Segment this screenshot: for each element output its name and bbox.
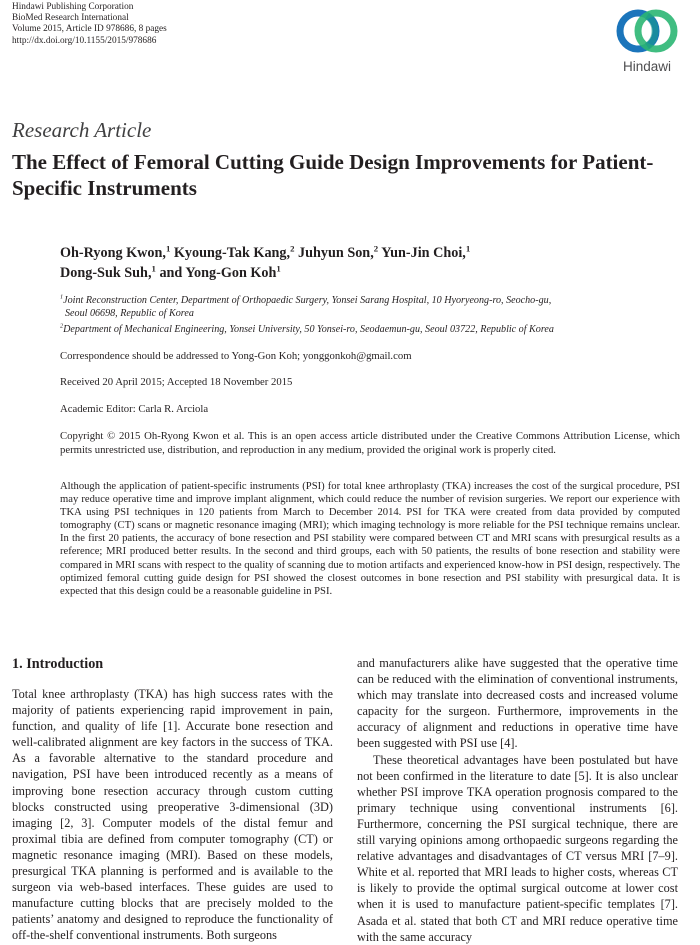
publication-info: [12, 2, 312, 47]
volume-info: Volume 2015, Article ID 978686, 8 pages: [12, 24, 167, 35]
received-dates: Received 20 April 2015; Accepted 18 November 2015: [60, 376, 293, 388]
left-column: [12, 686, 333, 944]
author: and Yong-Gon Koh$^1$: [159, 262, 281, 281]
paragraph: Total knee arthroplasty (TKA) has high success rates with the majority of patients experiencing rapid improvement in pain, function, and quality of life [1]. Accurate bone resection and well-calibrated alignment are key factors in the success of TKA. As a favorable alternative to the standard procedure and navigation, PSI have been introduced recently as a means of improving bone resection accuracy through custom cutting blocks constructed using preoperative 3-dimensional (3D) imaging [2, 3]. Computer models of the distal femur and proximal tibia are defined from computer tomography (CT) or magnetic resonance imaging (MRI). Based on these models, presurgical TKA planning is performed and is available to the surgeon via web-based interfaces. These guides are used to manufacture cutting blocks that are precisely molded to the patients’ anatomy and designed to reproduce the functionality of off-the-shelf conventional instruments. Both surgeons: [12, 687, 333, 943]
abstract: Although the application of patient-specific instruments (PSI) for total knee arthroplasty (TKA) increases the cost of the surgical procedure, PSI may reduce operative time and improve implant alignment, which could reduce the number of revision surgeries. We report our experience with TKA using PSI techniques in 120 patients from March to December 2014. PSI for TKA were created from data provided by computed tomography (CT) scans or magnetic resonance imaging (MRI); which imaging technology is more reliable for the PSI technique remains unclear. In the first 20 patients, the accuracy of bone resection and PSI stability were compared between CT and MRI scans with presurgical results as a reference; MRI produced better results. In the second and third groups, each with 50 patients, the results of bone resection and stability were compared in MRI scans with respect to the quality of scanning due to motion artifacts and experienced know-how in PSI design, respectively. The optimized femoral cutting guide design for PSI showed the closest outcomes in bone resection and PSI stability with presurgical data. It is expected that this design could be a reasonable guideline in PSI.: [60, 481, 680, 597]
author-list: [60, 244, 660, 283]
right-column: [357, 655, 678, 945]
author: Kyoung-Tak Kang,$^2$: [173, 243, 295, 261]
copyright-notice: Copyright © 2015 Oh-Ryong Kwon et al. This is an open access article distributed under the Creative Commons Attribution License, which permits unrestricted use, distribution, and reproduction in any medium, provided the original work is properly cited.: [60, 430, 680, 456]
author: Dong-Suk Suh,$^1$: [60, 262, 156, 281]
affiliation-2: $^2$Department of Mechanical Engineering, Yonsei University, 50 Yonsei-ro, Seodaemun-gu, Seoul 03722, Republic of Korea: [60, 322, 554, 335]
hindawi-logo: [612, 3, 682, 77]
article-type: Research Article: [12, 118, 152, 142]
article-title: The Effect of Femoral Cutting Guide Design Improvements for Patient-Specific Instruments: [12, 150, 654, 200]
section-heading: 1. Introduction: [12, 656, 104, 672]
correspondence: Correspondence should be addressed to Yong-Gon Koh; yonggonkoh@gmail.com: [60, 350, 412, 362]
author: Juhyun Son,$^2$: [298, 243, 379, 261]
publisher-name: Hindawi Publishing Corporation: [12, 2, 134, 12]
paragraph: These theoretical advantages have been postulated but have not been confirmed in the literature to date [5]. It is also unclear whether PSI improve TKA operation prognosis compared to the primary technique using conventional instruments [6]. Furthermore, concerning the PSI surgical technique, there are still varying opinions among orthopaedic surgeons regarding the relative advantages and disadvantages of CT versus MRI [7–9]. White et al. reported that MRI leads to higher costs, whereas CT is likely to provide the optimal surgical outcome at lower cost when it is used to manufacture patient-specific templates [7]. Asada et al. stated that both CT and MRI reduce operative time with the same accuracy: [357, 752, 678, 944]
logo-wordmark: Hindawi: [622, 59, 672, 74]
journal-name: BioMed Research International: [12, 13, 129, 24]
author: Yun-Jin Choi,$^1$: [381, 243, 471, 261]
academic-editor: Academic Editor: Carla R. Arciola: [60, 403, 209, 415]
paragraph: and manufacturers alike have suggested that the operative time can be reduced with the elimination of conventional instruments, which may translate into decreased costs and increased volume capacity for the surgeon. Furthermore, improvements in the accuracy of alignment and reductions in operative time have been suggested with PSI use [4].: [357, 656, 678, 751]
author: Oh-Ryong Kwon,$^1$: [60, 243, 171, 261]
hindawi-rings-icon: [612, 3, 682, 59]
doi-link[interactable]: http://dx.doi.org/10.1155/2015/978686: [12, 35, 157, 46]
affiliation-1: $^1$Joint Reconstruction Center, Department of Orthopaedic Surgery, Yonsei Sarang Hospital, 10 Hyoryeong-ro, Seocho-gu, Seoul 06698, Republic of Korea: [60, 293, 552, 319]
